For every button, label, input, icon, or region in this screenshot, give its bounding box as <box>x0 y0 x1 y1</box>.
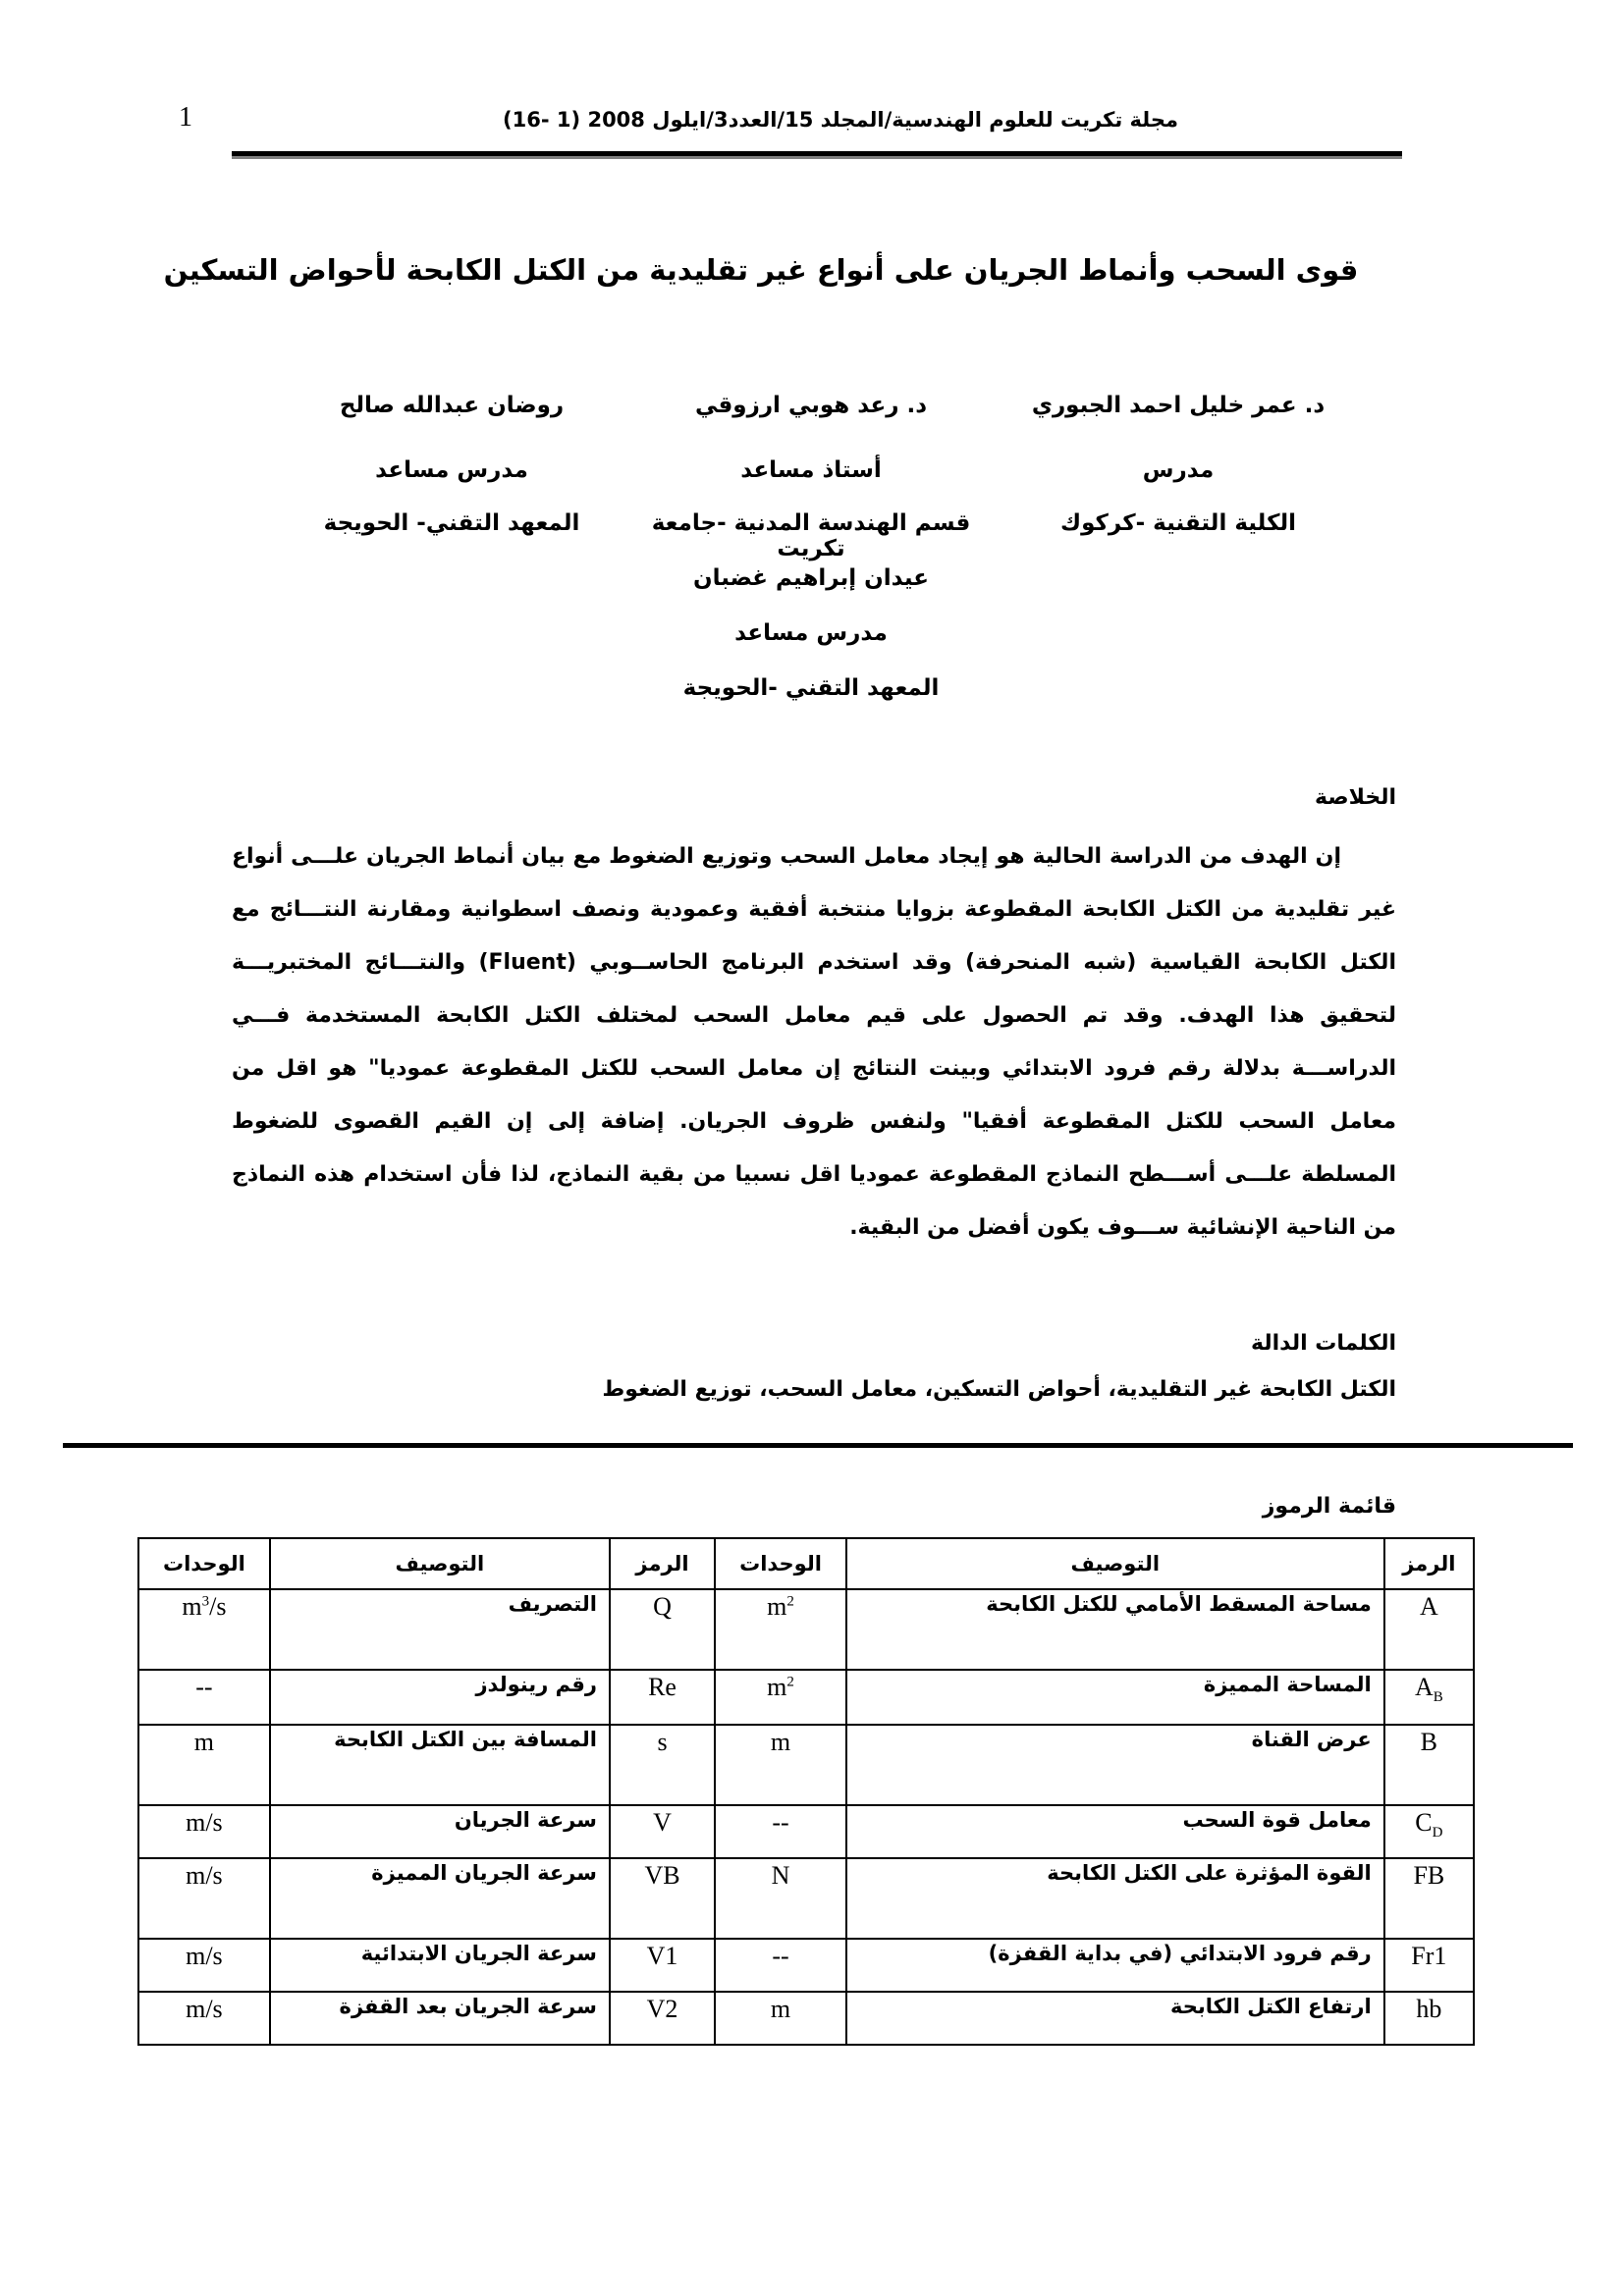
description-cell: معامل قوة السحب <box>846 1805 1384 1858</box>
symbol-cell: Fr1 <box>1384 1939 1474 1992</box>
symbol-cell: V2 <box>610 1992 715 2045</box>
description-cell: المساحة المميزة <box>846 1670 1384 1725</box>
column-header-description: التوصيف <box>846 1538 1384 1589</box>
description-cell: سرعة الجريان المميزة <box>270 1858 610 1939</box>
author-affiliation: المعهد التقني -الحويجة <box>682 675 940 701</box>
author-position: مدرس <box>1142 457 1215 483</box>
symbol-cell: $C_D$ <box>1384 1805 1474 1858</box>
description-cell: رقم فرود الابتدائي (في بداية القفزة) <box>846 1939 1384 1992</box>
units-cell: $m^2$ <box>715 1670 846 1725</box>
units-cell: m/s <box>138 1858 270 1939</box>
table-row <box>138 1939 1474 1992</box>
table-row <box>138 1858 1474 1939</box>
keywords-text: الكتل الكابحة غير التقليدية، أحواض التسكين، معامل السحب، توزيع الضغوط <box>602 1377 1396 1402</box>
table-row <box>138 1670 1474 1725</box>
author-name: د. رعد هوبي ارزوقي <box>694 393 928 418</box>
description-cell: مساحة المسقط الأمامي للكتل الكابحة <box>846 1589 1384 1670</box>
units-cell: -- <box>138 1670 270 1725</box>
units-cell: -- <box>715 1939 846 1992</box>
author-position: مدرس مساعد <box>375 457 528 483</box>
page-number: 1 <box>179 102 192 133</box>
symbol-cell: FB <box>1384 1858 1474 1939</box>
author-name: روضان عبدالله صالح <box>339 393 565 418</box>
column-header-units: الوحدات <box>715 1538 846 1589</box>
description-cell: ارتفاع الكتل الكابحة <box>846 1992 1384 2045</box>
section-divider <box>63 1443 1573 1448</box>
column-header-symbol: الرمز <box>1384 1538 1474 1589</box>
symbol-cell: A <box>1384 1589 1474 1670</box>
journal-header: مجلة تكريت للعلوم الهندسية/المجلد 15/العدد3/ايلول 2008 (1 -16) <box>503 108 1178 132</box>
column-header-units: الوحدات <box>138 1538 270 1589</box>
description-cell: سرعة الجريان بعد القفزة <box>270 1992 610 2045</box>
description-cell: رقم رينولدز <box>270 1670 610 1725</box>
units-cell: m <box>715 1725 846 1805</box>
symbol-cell: B <box>1384 1725 1474 1805</box>
table-row <box>138 1589 1474 1670</box>
author-position: أستاذ مساعد <box>740 457 882 483</box>
symbol-cell: s <box>610 1725 715 1805</box>
symbol-cell: V <box>610 1805 715 1858</box>
units-cell: m/s <box>138 1939 270 1992</box>
abstract-body <box>232 830 1396 1255</box>
abstract-text: إن الهدف من الدراسة الحالية هو إيجاد معامل السحب وتوزيع الضغوط مع بيان أنماط الجريان علـــى أنواع غير تقليدية من الكتل الكابحة المقطوعة بزوايا منتخبة أفقية وعمودية ونصف اسطوانية ومقارنة النتـــائج مع الكتل الكابحة القياسية (شبه المنحرفة) وقد استخدم البرنامج الحاســوبي (Fluent) والنتـــائج المختبريـــة لتحقيق هذا الهدف. وقد تم الحصول على قيم معامل السحب لمختلف الكتل الكابحة المستخدمة فـــي الدراســـة بدلالة رقم فرود الابتدائي وبينت النتائج إن معامل السحب للكتل المقطوعة عموديا" هو اقل من معامل السحب للكتل المقطوعة أفقيا" ولنفس ظروف الجريان. إضافة إلى إن القيم القصوى للضغوط المسلطة علـــى أســـطح النماذج المقطوعة عموديا اقل نسبيا من بقية النماذج، لذا فأن استخدام هذه النماذج من الناحية الإنشائية ســـوف يكون أفضل من البقية. <box>232 844 1396 1240</box>
table-row <box>138 1805 1474 1858</box>
units-cell: m <box>715 1992 846 2045</box>
description-cell: القوة المؤثرة على الكتل الكابحة <box>846 1858 1384 1939</box>
symbols-table <box>137 1537 1475 2046</box>
description-cell: المسافة بين الكتل الكابحة <box>270 1725 610 1805</box>
column-header-symbol: الرمز <box>610 1538 715 1589</box>
description-cell: التصريف <box>270 1589 610 1670</box>
symbol-cell: $A_B$ <box>1384 1670 1474 1725</box>
units-cell: $m^2$ <box>715 1589 846 1670</box>
symbols-heading: قائمة الرموز <box>1262 1494 1396 1519</box>
symbol-cell: Re <box>610 1670 715 1725</box>
units-cell: m/s <box>138 1992 270 2045</box>
table-row <box>138 1725 1474 1805</box>
author-affiliation: المعهد التقني- الحويجة <box>323 510 580 536</box>
units-cell: -- <box>715 1805 846 1858</box>
abstract-heading: الخلاصة <box>1315 785 1396 810</box>
author-name: عيدان إبراهيم غضبان <box>692 565 930 591</box>
units-cell: m/s <box>138 1805 270 1858</box>
column-header-description: التوصيف <box>270 1538 610 1589</box>
author-name: د. عمر خليل احمد الجبوري <box>1031 393 1326 418</box>
description-cell: سرعة الجريان الابتدائية <box>270 1939 610 1992</box>
author-affiliation: الكلية التقنية -كركوك <box>1060 510 1296 536</box>
table-row <box>138 1992 1474 2045</box>
table-header-row <box>138 1538 1474 1589</box>
symbol-cell: VB <box>610 1858 715 1939</box>
symbol-cell: hb <box>1384 1992 1474 2045</box>
symbol-cell: V1 <box>610 1939 715 1992</box>
symbol-cell: Q <box>610 1589 715 1670</box>
author-position: مدرس مساعد <box>734 620 888 646</box>
author-affiliation: قسم الهندسة المدنية -جامعة تكريت <box>651 510 971 561</box>
paper-title: قوى السحب وأنماط الجريان على أنواع غير تقليدية من الكتل الكابحة لأحواض التسكين <box>163 253 1359 287</box>
keywords-heading: الكلمات الدالة <box>1250 1331 1396 1356</box>
units-cell: N <box>715 1858 846 1939</box>
description-cell: سرعة الجريان <box>270 1805 610 1858</box>
units-cell: m <box>138 1725 270 1805</box>
units-cell: $m^3/s$ <box>138 1589 270 1670</box>
header-rule-shadow <box>232 156 1402 159</box>
description-cell: عرض القناة <box>846 1725 1384 1805</box>
